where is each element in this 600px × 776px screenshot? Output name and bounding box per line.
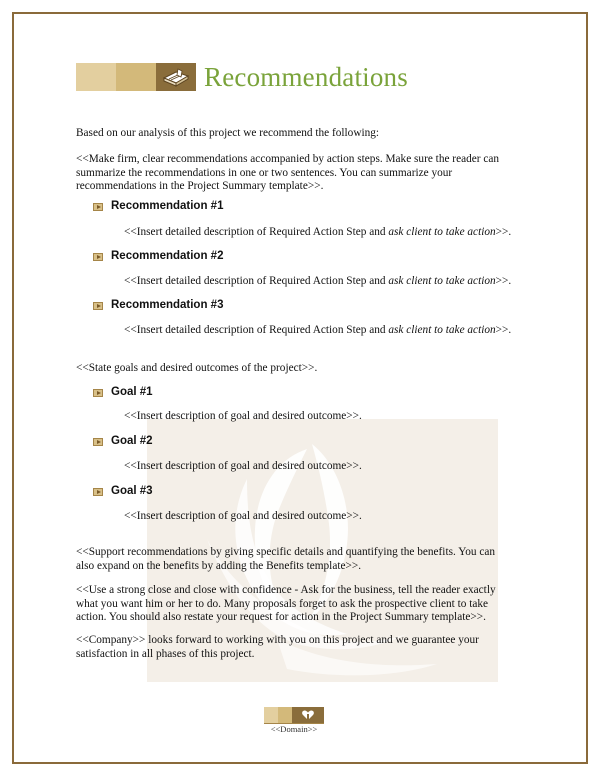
page-title: Recommendations bbox=[204, 61, 408, 92]
goals-intro-text: <<State goals and desired outcomes of the project>>. bbox=[76, 362, 318, 374]
footer-domain-label: <<Domain>> bbox=[264, 723, 324, 734]
title-tile-light bbox=[76, 63, 116, 91]
recommendation-heading: Recommendation #3 bbox=[111, 299, 224, 311]
arrow-bullet-icon bbox=[93, 389, 103, 397]
company-paragraph: <<Company>> looks forward to working with you on this project and we guarantee your satisfaction in all phases of this project. bbox=[76, 634, 479, 660]
goal-description: <<Insert description of goal and desired outcome>>. bbox=[124, 410, 362, 422]
footer-logo bbox=[264, 707, 324, 733]
arrow-bullet-icon bbox=[93, 253, 103, 261]
close-paragraph: <<Use a strong close and close with confidence - Ask for the business, tell the reader exactly what you want him or her to do. Many proposals forget to ask the prospective client to take action. You should also restate your request for action in the Project Summary template>>. bbox=[76, 584, 496, 623]
recommendation-description: <<Insert detailed description of Required Action Step and ask client to take action>>. bbox=[124, 226, 512, 238]
recommendation-heading: Recommendation #2 bbox=[111, 250, 224, 262]
arrow-bullet-icon bbox=[93, 488, 103, 496]
goal-heading: Goal #1 bbox=[111, 386, 153, 398]
goal-heading: Goal #2 bbox=[111, 435, 153, 447]
recommendation-description: <<Insert detailed description of Required Action Step and ask client to take action>>. bbox=[124, 324, 512, 336]
heart-hand-icon bbox=[292, 707, 324, 723]
title-row bbox=[76, 59, 408, 95]
book-icon bbox=[156, 63, 196, 91]
footer-tile-mid bbox=[278, 707, 292, 723]
goal-heading: Goal #3 bbox=[111, 485, 153, 497]
arrow-bullet-icon bbox=[93, 203, 103, 211]
goal-description: <<Insert description of goal and desired outcome>>. bbox=[124, 460, 362, 472]
instructions-text: <<Make firm, clear recommendations accompanied by action steps. Make sure the reader can summarize the recommendations in one or two sentences. You can summarize your recommendations in the Project Summary template>>. bbox=[76, 153, 500, 192]
recommendation-heading: Recommendation #1 bbox=[111, 200, 224, 212]
recommendation-description: <<Insert detailed description of Required Action Step and ask client to take action>>. bbox=[124, 275, 512, 287]
goal-description: <<Insert description of goal and desired outcome>>. bbox=[124, 510, 362, 522]
benefits-paragraph: <<Support recommendations by giving specific details and quantifying the benefits. You can also expand on the benefits by adding the Benefits template>>. bbox=[76, 546, 496, 572]
footer-tile-light bbox=[264, 707, 278, 723]
arrow-bullet-icon bbox=[93, 438, 103, 446]
arrow-bullet-icon bbox=[93, 302, 103, 310]
intro-text: Based on our analysis of this project we recommend the following: bbox=[76, 127, 380, 139]
title-tile-mid bbox=[116, 63, 156, 91]
